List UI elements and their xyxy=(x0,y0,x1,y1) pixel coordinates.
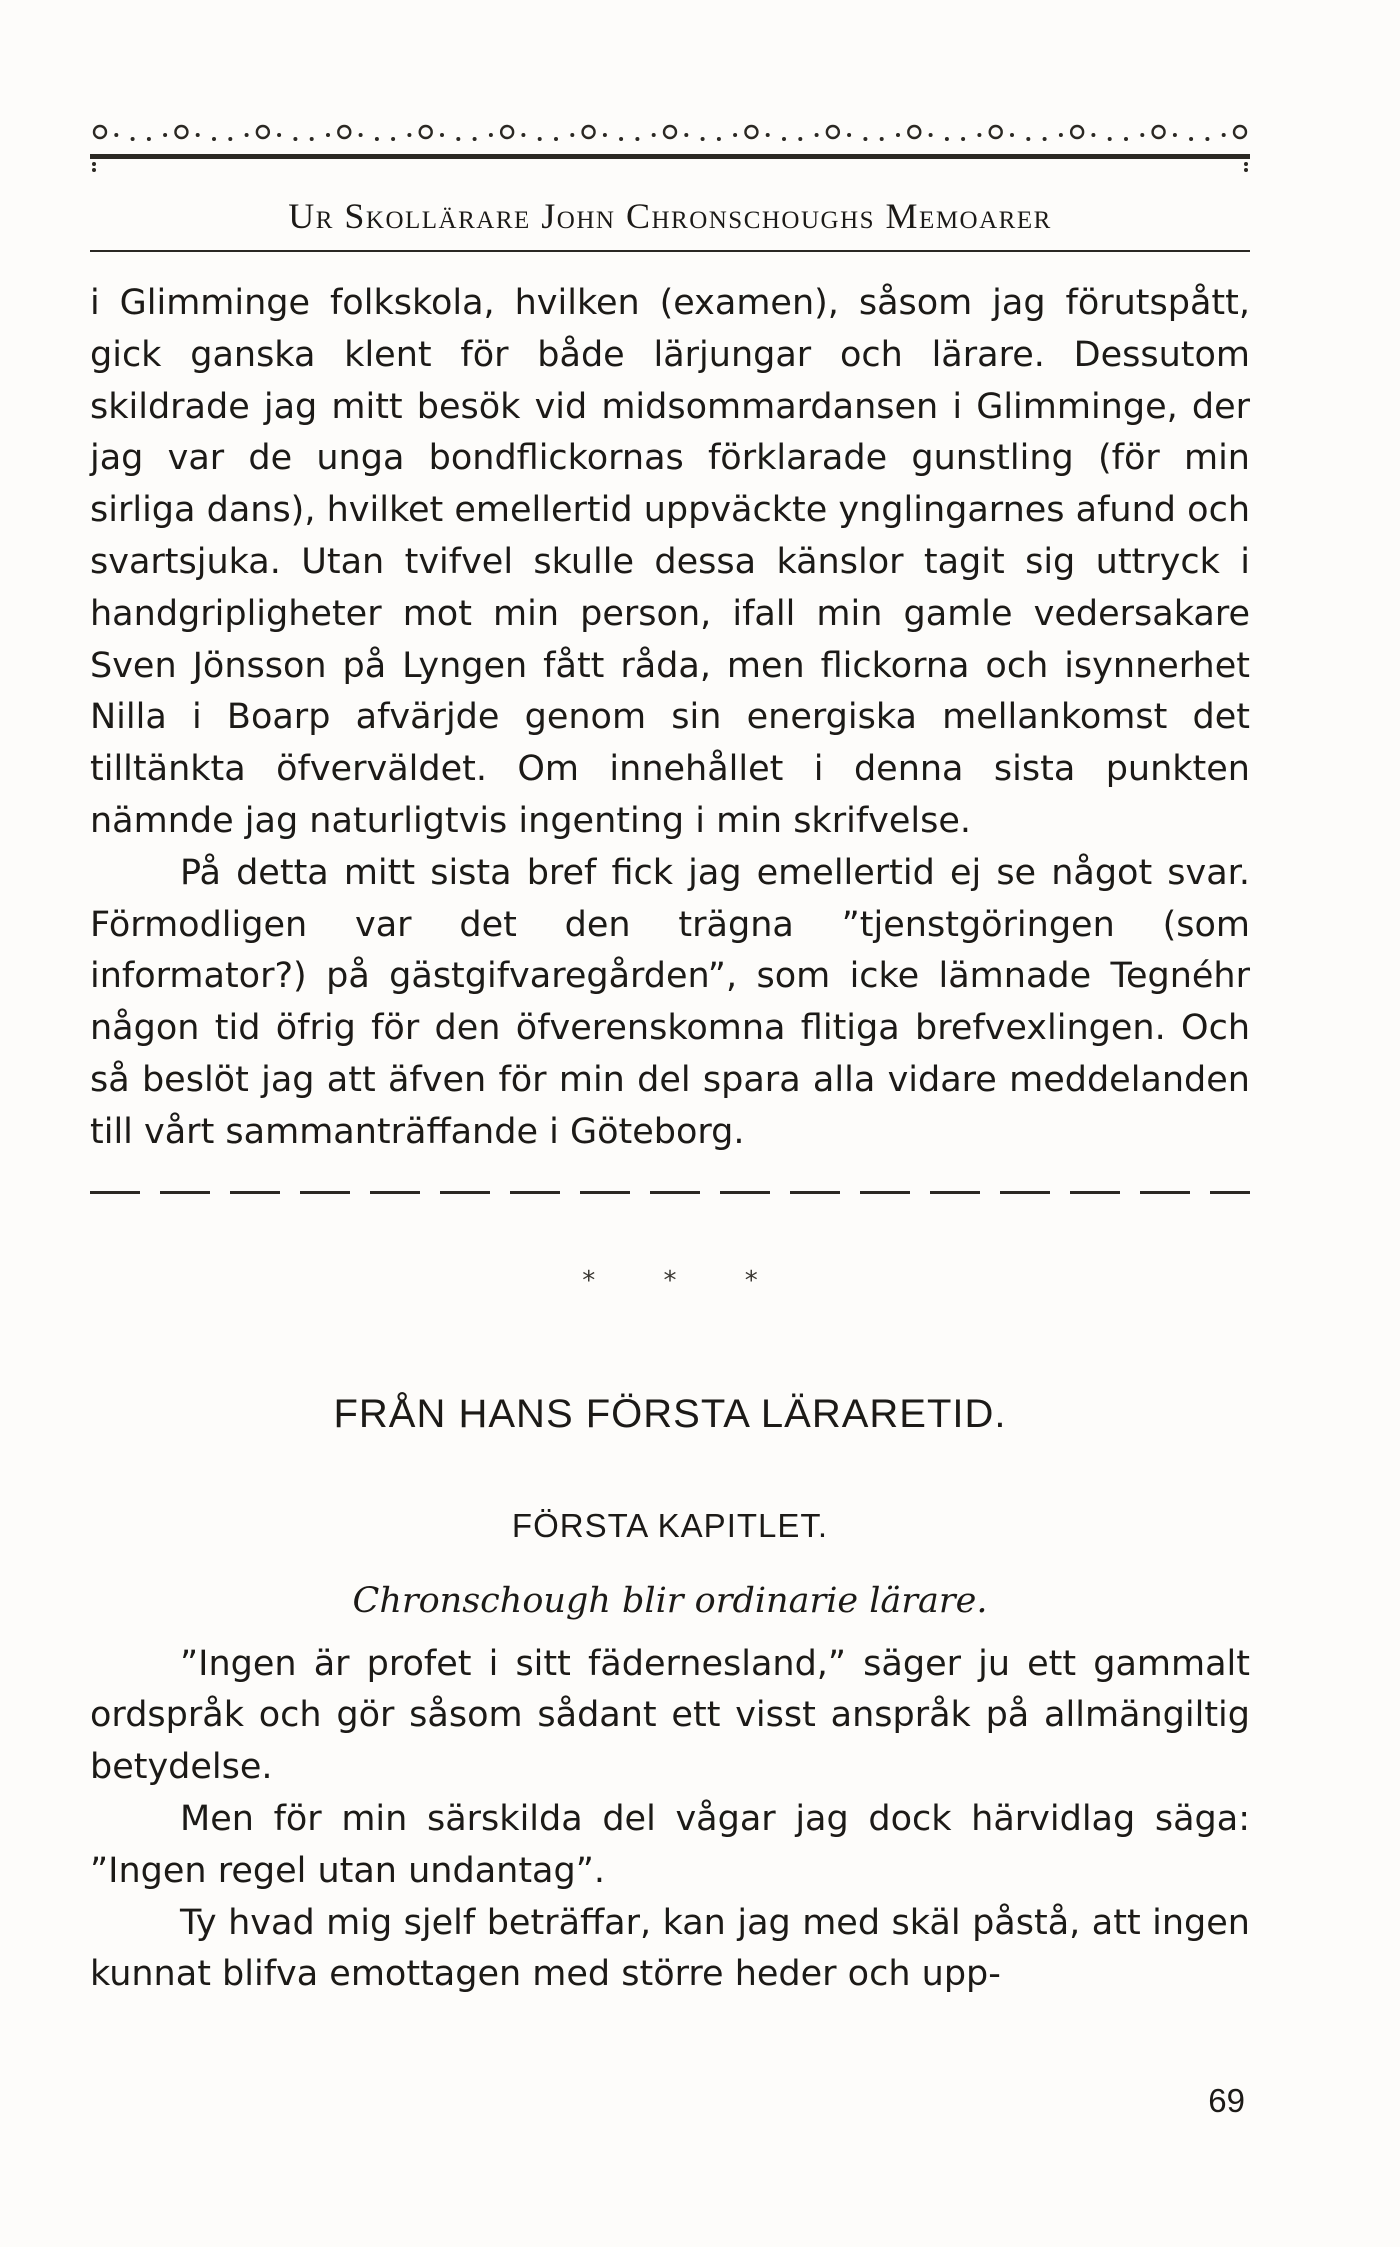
ornamental-border xyxy=(90,110,1250,180)
paragraph: Men för min särskilda del vågar jag dock härvidlag säga: ”Ingen regel utan undantag”. xyxy=(90,1798,1250,1891)
book-page xyxy=(90,110,1250,2001)
header-rule xyxy=(90,250,1250,252)
paragraph: På detta mitt sista bref fick jag emellertid ej se något svar. Förmodligen var det den trägna ”tjenstgöringen (som informator?) på gästgifvaregården”, som icke lämnade Tegnéhr någon tid öfrig för den öfverenskomna flitiga brefvexlingen. Och så beslöt jag att äfven för min del spara alla vidare meddelanden till vårt sammanträffande i Göteborg. xyxy=(90,852,1250,1152)
page-number: 69 xyxy=(1208,2082,1245,2119)
running-head: Ur Skollärare John Chronschoughs Memoarer xyxy=(288,196,1052,236)
paragraph: ”Ingen är profet i sitt fädernesland,” säger ju ett gammalt ordspråk och gör såsom sådant ett visst anspråk på allmängiltig betydelse. xyxy=(90,1643,1250,1788)
body-text-top xyxy=(90,278,1250,1159)
chapter-subtitle: Chronschough blir ordinarie lärare. xyxy=(352,1580,988,1621)
paragraph: i Glimminge folkskola, hvilken (examen), såsom jag förutspått, gick ganska klent för både lärjungar och lärare. Dessutom skildrade jag mitt besök vid midsommardansen i Glimminge, der jag var de unga bondflickornas förklarade gunstling (för min sirliga dans), hvilket emellertid uppväckte ynglingarnes afund och svartsjuka. Utan tvifvel skulle dessa känslor tagit sig uttryck i handgripligheter mot min person, ifall min gamle vedersakare Sven Jönsson på Lyngen fått råda, men flickorna och isynnerhet Nilla i Boarp afvärjde genom sin energiska mellankomst det tilltänkta öfverväldet. Om innehållet i denna sista punkten nämnde jag naturligtvis ingenting i min skrifvelse. xyxy=(90,283,1250,841)
asterism: * * * xyxy=(582,1265,788,1296)
section-title: FRÅN HANS FÖRSTA LÄRARETID. xyxy=(333,1391,1007,1436)
body-text-bottom xyxy=(90,1639,1250,2002)
dashed-divider xyxy=(90,1191,1250,1194)
ornament-chain-graphic xyxy=(90,110,1250,180)
paragraph: Ty hvad mig sjelf beträffar, kan jag med skäl påstå, att ingen kunnat blifva emottagen med större heder och upp- xyxy=(90,1902,1250,1995)
chapter-title: FÖRSTA KAPITLET. xyxy=(511,1506,829,1544)
